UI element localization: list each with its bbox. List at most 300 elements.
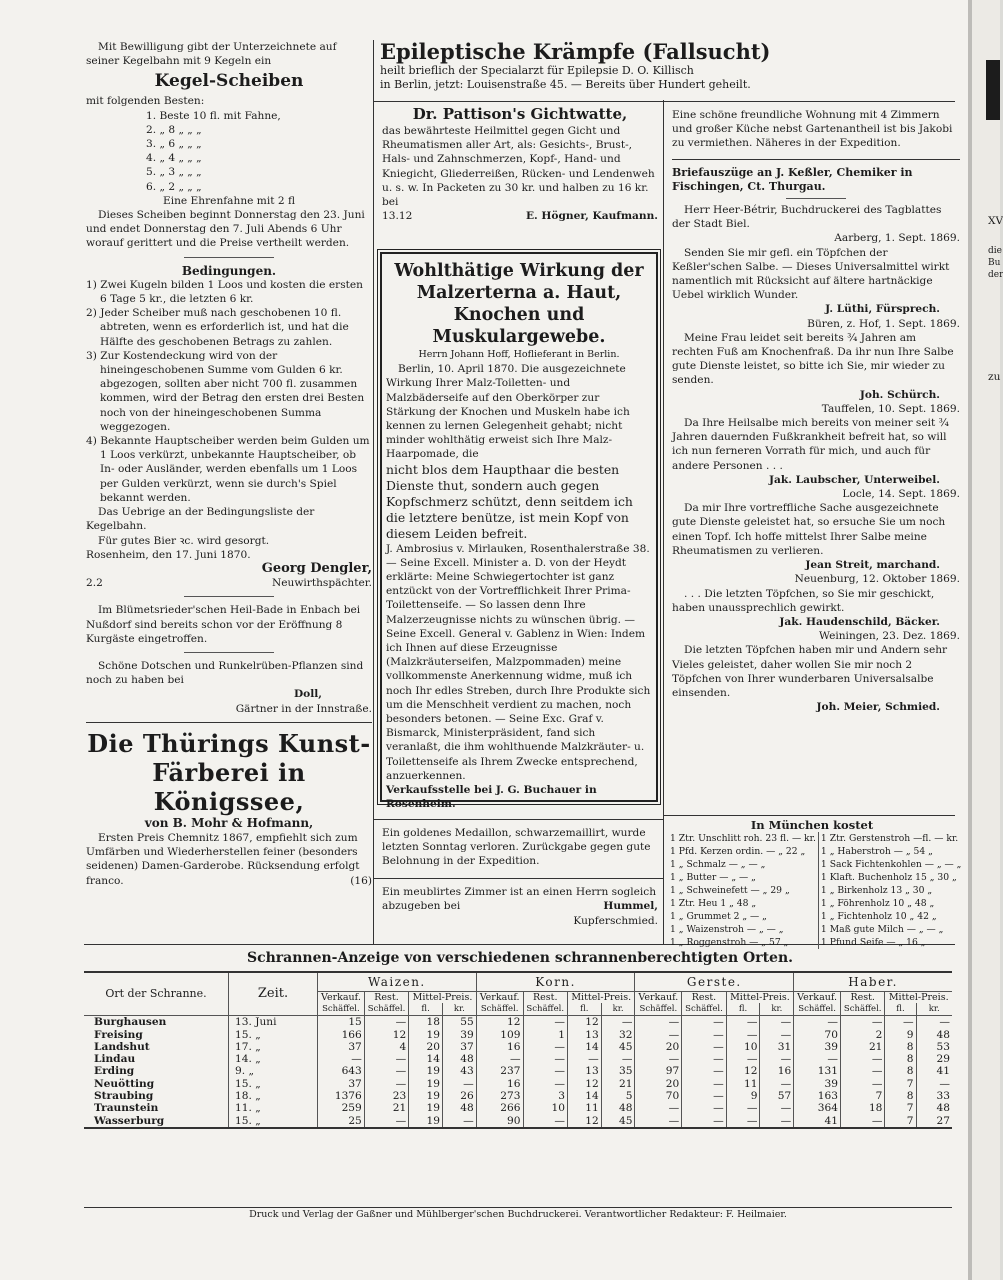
table-cell: — (841, 1115, 885, 1127)
price-cell: 1 „ Schmalz — „ — „ (670, 859, 766, 871)
unit-header: Schäffel. (841, 1003, 885, 1016)
table-cell: 53 (916, 1041, 952, 1053)
price-cell: 1 „ Roggenstroh — „ 57 „ (670, 937, 789, 949)
grain-market (84, 948, 956, 968)
table-cell: 9 (885, 1029, 916, 1041)
price-cell: 1 „ Schweinefett — „ 29 „ (670, 885, 790, 897)
table-cell: — (364, 1115, 408, 1127)
table-cell: — (442, 1078, 476, 1090)
table-cell: — (523, 1053, 567, 1065)
table-cell: — (841, 1065, 885, 1077)
table-cell: 3 (523, 1090, 567, 1102)
plants-notice: Schöne Dotschen und Runkelrüben-Pflanzen sind noch zu haben bei (86, 659, 364, 687)
sub-header: Rest. (841, 992, 885, 1004)
table-cell: 12 (567, 1078, 601, 1090)
sub-header: Verkauf. (794, 992, 841, 1004)
dye-ref: (16) (350, 874, 372, 887)
table-cell: 43 (442, 1065, 476, 1077)
price-cell: 1 Maß gute Milch — „ — „ (818, 923, 963, 936)
table-cell: 37 (442, 1041, 476, 1053)
table-cell: 19 (409, 1065, 443, 1077)
letter-place-date: Tauffelen, 10. Sept. 1869. (821, 402, 960, 415)
table-cell: 643 (318, 1065, 365, 1077)
unit-header: Schäffel. (523, 1003, 567, 1016)
table-cell: — (601, 1053, 635, 1065)
beer-note: Für gutes Bier ꝛc. wird gesorgt. (98, 534, 270, 547)
table-cell: 39 (794, 1041, 841, 1053)
table-cell: 2 (841, 1029, 885, 1041)
table-cell: 14 (567, 1041, 601, 1053)
next-page-edge (972, 0, 1003, 1280)
price-cell: 1 „ Grummet 2 „ — „ (670, 911, 767, 923)
letter-signer: Jak. Laubscher, Unterweibel. (769, 473, 940, 486)
dye-title-2: Färberei in Königssee, (152, 757, 306, 816)
malz-testimonials: J. Ambrosius v. Mirlauken, Rosenthalerstraße 38. — Seine Excell. Minister a. D. von der Heydt erklärte: Meine Schwiegertochter ist ganz entzückt von der Vortrefflichkeit Ihrer Prima-Toilettenseife. — So lassen denn Ihre Malzerzeugnisse nichts zu wünschen übrig. — Seine Excell. General v. Gablenz in Wien: Indem ich Ihnen auf diese Erzeugnisse (Malzkräuterseifen, Malzpommaden) meine vollkommenste Anerkennung widme, muß ich noch Ihr edles Streben, durch Ihre Produkte sich um die Menschheit verdient zu machen, noch besonders betonen. — Seine Exc. Graf v. Bismarck, Ministerpräsident, fand sich veranlaßt, die ihm wohlthuende Malzkräuter- u. Toilettenseife als Ihrem Zwecke entsprechend, anzuerkennen. (386, 542, 651, 782)
market-town: Landshut (94, 1040, 150, 1053)
table-cell: — (760, 1102, 794, 1114)
market-town: Traunstein (94, 1102, 159, 1115)
letter-place-date: Büren, z. Hof, 1. Sept. 1869. (807, 317, 960, 330)
table-cell: — (682, 1053, 726, 1065)
table-cell: 19 (409, 1115, 443, 1127)
table-cell: — (760, 1078, 794, 1090)
kegel-text: Dieses Scheiben beginnt Donnerstag den 23. Juni und endet Donnerstag den 7. Juli Abends 6 Uhr worauf gerittert und die Preise vertheilt werden. (86, 209, 365, 250)
table-cell: — (841, 1053, 885, 1065)
table-cell: 45 (601, 1041, 635, 1053)
table-cell: 19 (409, 1078, 443, 1090)
edge-text: der (988, 270, 1003, 280)
pattison-title: Dr. Pattison's Gichtwatte, (412, 105, 628, 123)
table-cell: — (760, 1029, 794, 1041)
table-cell: 16 (476, 1078, 523, 1090)
letter-place-date: Weiningen, 23. Dez. 1869. (819, 630, 960, 643)
table-cell: — (726, 1029, 760, 1041)
table-cell: 37 (318, 1041, 365, 1053)
epilepsy-line: heilt brieflich der Specialarzt für Epilepsie D. O. Killisch (380, 64, 694, 77)
table-cell: 4 (364, 1041, 408, 1053)
price-cell: 1 „ Birkenholz 13 „ 30 „ (818, 884, 963, 897)
table-cell: 39 (794, 1078, 841, 1090)
table-cell: — (916, 1016, 952, 1029)
table-cell: — (682, 1065, 726, 1077)
price-cell: 1 „ Waizenstroh — „ — „ (670, 924, 784, 936)
letter-signer: Joh. Meier, Schmied. (816, 701, 940, 714)
divider (184, 257, 274, 258)
table-cell: — (364, 1053, 408, 1065)
market-town: Wasserburg (94, 1114, 165, 1127)
sub-header: Mittel-Preis. (567, 992, 635, 1004)
letter-place-date: Neuenburg, 12. Oktober 1869. (794, 573, 960, 586)
table-cell: 7 (885, 1078, 916, 1090)
table-cell: 131 (794, 1065, 841, 1077)
table-cell: 21 (364, 1102, 408, 1114)
letter-item (672, 629, 960, 714)
table-cell: 15 (318, 1016, 365, 1029)
letter-item (672, 487, 960, 572)
table-cell: — (682, 1029, 726, 1041)
place-date: Rosenheim, den 17. Juni 1870. (86, 548, 251, 561)
price-cell: 1 Klaft. Buchenholz 15 „ 30 „ (818, 871, 963, 884)
prize-item: 6. „ 2 „ „ „ (146, 180, 202, 193)
dye-owner: von B. Mohr & Hofmann, (144, 815, 314, 830)
divider (672, 159, 960, 160)
price-cell: 1 „ Haberstroh — „ 54 „ (818, 845, 963, 858)
table-cell: — (523, 1041, 567, 1053)
price-row (668, 923, 963, 936)
price-row (668, 884, 963, 897)
market-town: Straubing (94, 1090, 154, 1103)
table-cell: — (726, 1016, 760, 1029)
table-cell: — (682, 1078, 726, 1090)
table-cell: 45 (601, 1115, 635, 1127)
price-row (668, 858, 963, 871)
table-cell: 21 (601, 1078, 635, 1090)
dye-text: Ersten Preis Chemnitz 1867, empfiehlt sich zum Umfärben und Wiederherstellen feiner (besonders seidenen) Damen-Garderobe. Rücksendung erfolgt franco. (86, 831, 360, 887)
header-rule (373, 101, 955, 102)
ad-ref: 2.2 (86, 577, 103, 590)
table-cell: — (726, 1115, 760, 1127)
table-cell: 364 (794, 1102, 841, 1114)
sub-header: Verkauf. (635, 992, 682, 1004)
sub-header: Mittel-Preis. (885, 992, 952, 1004)
table-cell: 7 (885, 1115, 916, 1127)
table-cell: 70 (794, 1029, 841, 1041)
table-cell: 90 (476, 1115, 523, 1127)
unit-header: kr. (601, 1003, 635, 1016)
medallion-text: Ein goldenes Medaillon, schwarzemaillirt, wurde letzten Sonntag verloren. Zurückgabe gegen gute Belohnung in der Expedition. (382, 827, 651, 868)
table-cell: — (364, 1065, 408, 1077)
condition-item: 2) Jeder Scheiber muß nach geschobenen 10 fl. abtreten, wenn es erforderlich ist, und hat die Hälfte des geschobenen Betrags zu zahlen. (86, 307, 349, 348)
room-signer-title: Kupferschmied. (573, 914, 658, 927)
table-cell: 35 (601, 1065, 635, 1077)
letters-title: Briefauszüge an J. Keßler, Chemiker in Fischingen, Ct. Thurgau. (672, 165, 913, 193)
table-cell: 16 (760, 1065, 794, 1077)
price-row (668, 897, 963, 910)
edge-text: Bu (988, 258, 1001, 268)
letter-text: Senden Sie mir gefl. ein Töpfchen der Keßler'schen Salbe. — Dieses Universalmittel wirkt namentlich mit Rücksicht auf ältere hartnäckige Uebel wirklich Wunder. (672, 246, 950, 302)
table-cell: — (635, 1029, 682, 1041)
prize-item: 1. Beste 10 fl. mit Fahne, (146, 109, 281, 122)
table-cell: 57 (760, 1090, 794, 1102)
table-cell: 70 (635, 1090, 682, 1102)
col-ort: Ort der Schranne. (105, 987, 207, 1001)
ad-ref: 13.12 (382, 210, 413, 223)
grain-header: Korn. (476, 973, 635, 992)
letter-text: Da mir Ihre vortreffliche Sache ausgezeichnete gute Dienste geleistet hat, so ersuche Sie um noch einen Topf. Ich hoffe mittelst Ihrer Salbe meine Rheumatismen zu verlieren. (672, 502, 946, 557)
table-cell: 25 (318, 1115, 365, 1127)
divider (86, 722, 372, 723)
epilepsy-ad (380, 40, 950, 92)
column-left (86, 40, 372, 888)
table-cell: 109 (476, 1029, 523, 1041)
table-cell: 12 (567, 1016, 601, 1029)
letter-text: . . . Die letzten Töpfchen, so Sie mir geschickt, haben unaussprechlich gewirkt. (672, 587, 935, 614)
malz-text: Berlin, 10. April 1870. Die ausgezeichnete Wirkung Ihrer Malz-Toiletten- und Malzbäderseife auf den Oberkörper zur Stärkung der Knochen und Muskeln habe ich kennen zu lernen Gelegenheit gehabt; nicht minder wohlthätig erweist sich Ihre Malz-Haarpomade, die (386, 363, 630, 461)
table-row (84, 1053, 952, 1065)
munich-title: In München kostet (750, 818, 874, 832)
table-row (84, 1065, 952, 1077)
prize-item: 3. „ 6 „ „ „ (146, 138, 202, 151)
table-cell: — (635, 1053, 682, 1065)
market-town: Burghausen (94, 1016, 167, 1029)
letter-signer: J. Lüthi, Fürsprech. (825, 303, 940, 316)
table-cell: 48 (442, 1102, 476, 1114)
signer-line (86, 576, 372, 590)
table-row (84, 1078, 952, 1090)
table-cell: — (682, 1115, 726, 1127)
table-cell: — (794, 1053, 841, 1065)
column-rule (373, 40, 374, 945)
table-cell: 13 (567, 1065, 601, 1077)
unit-header: fl. (567, 1003, 601, 1016)
sub-header: Mittel-Preis. (726, 992, 794, 1004)
unit-header: Schäffel. (682, 1003, 726, 1016)
table-cell: — (567, 1053, 601, 1065)
letter-text: Meine Frau leidet seit bereits ¾ Jahren am rechten Fuß am Knochenfraß. Da ihr nun Ihre Salbe gute Dienste leistet, so bitte ich Sie, mir wieder zu senden. (672, 331, 954, 387)
edge-text: die (988, 246, 1002, 256)
market-date: 17. „ (229, 1041, 318, 1053)
condition-item: 3) Zur Kostendeckung wird von der hineingeschobenen Summe vom Gulden 6 kr. abgezogen, sollten aber nicht 700 fl. zusammen kommen, wird der Betrag den ersten drei Besten noch von der hineingeschobenen Summa weggezogen. (86, 349, 365, 433)
table-cell: — (523, 1016, 567, 1029)
letter-place-date: Aarberg, 1. Sept. 1869. (834, 232, 960, 245)
table-cell: 11 (567, 1102, 601, 1114)
table-cell: 41 (916, 1065, 952, 1077)
gardener-title: Gärtner in der Innstraße. (235, 702, 372, 715)
divider (373, 819, 663, 820)
unit-header: kr. (760, 1003, 794, 1016)
column-middle (382, 104, 658, 223)
table-cell: 19 (409, 1090, 443, 1102)
table-cell: 18 (409, 1016, 443, 1029)
sub-header: Rest. (523, 992, 567, 1004)
table-cell: 39 (442, 1029, 476, 1041)
price-cell: 1 Pfund Seife — „ 16 „ (818, 936, 963, 949)
room-signer: Hummel, (603, 900, 658, 913)
table-cell: 19 (409, 1102, 443, 1114)
table-row (84, 1016, 952, 1029)
sub-header: Rest. (682, 992, 726, 1004)
table-cell: 18 (841, 1102, 885, 1114)
table-cell: 8 (885, 1065, 916, 1077)
grain-table (84, 973, 952, 1127)
malz-title: Wohlthätige Wirkung der Malzerterna a. Haut, Knochen und Muskulargewebe. (394, 261, 644, 347)
letter-signer: Jean Streit, marchand. (805, 559, 940, 572)
letter-item (672, 572, 960, 629)
unit-header: Schäffel. (794, 1003, 841, 1016)
table-cell: 9 (726, 1090, 760, 1102)
table-cell: 1 (523, 1029, 567, 1041)
epilepsy-line: in Berlin, jetzt: Louisenstraße 45. — Bereits über Hundert geheilt. (380, 78, 751, 92)
kegel-intro: Mit Bewilligung gibt der Unterzeichnete auf seiner Kegelbahn mit 9 Kegeln ein (86, 41, 337, 68)
conditions-title: Bedingungen. (181, 263, 277, 278)
dye-title: Die Thürings Kunst- (87, 728, 371, 758)
table-cell: — (523, 1065, 567, 1077)
table-cell: — (760, 1016, 794, 1029)
table-cell: — (682, 1102, 726, 1114)
pattison-text: das bewährteste Heilmittel gegen Gicht und Rheumatismen aller Art, als: Gesichts-, Brust-, Hals- und Zahnschmerzen, Kopf-, Hand- und Kniegicht, Gliederreißen, Rücken- und Lendenweh u. s. w. In Packeten zu 30 kr. und halben zu 16 kr. bei (382, 125, 655, 209)
letter-signer: Joh. Schürch. (859, 388, 940, 401)
table-cell: 7 (885, 1102, 916, 1114)
table-cell: — (442, 1115, 476, 1127)
room-notice (382, 885, 658, 928)
table-cell: — (726, 1053, 760, 1065)
gardener-name: Doll, (294, 688, 322, 701)
table-cell: 10 (726, 1041, 760, 1053)
market-date: 9. „ (229, 1065, 318, 1077)
market-date: 15. „ (229, 1078, 318, 1090)
column-right (672, 108, 960, 714)
table-cell: 166 (318, 1029, 365, 1041)
table-cell: 21 (841, 1041, 885, 1053)
prize-item: 2. „ 8 „ „ „ (146, 123, 202, 136)
table-cell: 48 (916, 1029, 952, 1041)
table-cell: 12 (726, 1065, 760, 1077)
remaining-note: Das Uebrige an der Bedingungsliste der Kegelbahn. (86, 506, 315, 533)
table-cell: — (476, 1053, 523, 1065)
letter-addressee: Herr Heer-Bétrir, Buchdruckerei des Tagblattes der Stadt Biel. (672, 204, 942, 231)
grain-table-wrap (84, 971, 952, 1129)
letter-place-date: Locle, 14. Sept. 1869. (842, 488, 960, 501)
table-cell: — (635, 1115, 682, 1127)
letters-list (672, 203, 960, 714)
table-cell: 23 (364, 1090, 408, 1102)
table-cell: 16 (476, 1041, 523, 1053)
table-cell: 26 (442, 1090, 476, 1102)
table-cell: — (760, 1053, 794, 1065)
table-cell: — (364, 1016, 408, 1029)
market-date: 13. Juni (229, 1016, 318, 1029)
market-date: 18. „ (229, 1090, 318, 1102)
sub-header: Rest. (364, 992, 408, 1004)
kegel-title: Kegel-Scheiben (154, 71, 304, 92)
table-cell: 10 (523, 1102, 567, 1114)
table-cell: — (682, 1090, 726, 1102)
table-cell: — (682, 1016, 726, 1029)
table-cell: 237 (476, 1065, 523, 1077)
table-cell: 13 (567, 1029, 601, 1041)
table-cell: 48 (442, 1053, 476, 1065)
table-cell: 8 (885, 1041, 916, 1053)
letter-item (672, 402, 960, 487)
table-row (84, 1090, 952, 1102)
unit-header: Schäffel. (635, 1003, 682, 1016)
table-cell: 8 (885, 1090, 916, 1102)
table-cell: 19 (409, 1029, 443, 1041)
sub-header: Mittel-Preis. (409, 992, 477, 1004)
table-cell: 20 (635, 1041, 682, 1053)
divider (786, 198, 846, 199)
unit-header: kr. (442, 1003, 476, 1016)
market-town: Lindau (94, 1053, 136, 1066)
unit-header: Schäffel. (318, 1003, 365, 1016)
price-row (668, 832, 963, 845)
table-cell: 32 (601, 1029, 635, 1041)
divider (184, 652, 274, 653)
munich-price-table (668, 832, 963, 949)
grain-header: Haber. (794, 973, 952, 992)
table-cell: — (318, 1053, 365, 1065)
epilepsy-title: Epileptische Krämpfe (Fallsucht) (380, 39, 771, 64)
market-town: Neuötting (94, 1077, 155, 1090)
table-cell: — (523, 1115, 567, 1127)
table-cell: 41 (794, 1115, 841, 1127)
table-cell: 33 (916, 1090, 952, 1102)
column-rule (663, 100, 664, 945)
divider (663, 815, 955, 816)
table-cell: — (726, 1102, 760, 1114)
table-cell: — (635, 1016, 682, 1029)
price-cell: 1 Ztr. Unschlitt roh. 23 fl. — kr. (670, 833, 816, 845)
unit-header: fl. (726, 1003, 760, 1016)
price-row (668, 871, 963, 884)
price-cell: 1 „ Butter — „ — „ (670, 872, 756, 884)
signer-title: Neuwirthspächter. (271, 577, 372, 590)
table-cell: — (364, 1078, 408, 1090)
prize-item: 4. „ 4 „ „ „ (146, 152, 202, 165)
market-town: Freising (94, 1028, 143, 1041)
imprint: Druck und Verlag der Gaßner und Mühlberger'schen Buchdruckerei. Verantwortlicher Redakteur: F. Heilmaier. (249, 1209, 787, 1220)
table-cell: 14 (567, 1090, 601, 1102)
sub-header: Verkauf. (476, 992, 523, 1004)
table-cell: 14 (409, 1053, 443, 1065)
table-cell: — (523, 1078, 567, 1090)
table-cell: — (635, 1102, 682, 1114)
table-cell: 20 (635, 1078, 682, 1090)
edge-text: XV (988, 215, 1003, 227)
table-cell: 29 (916, 1053, 952, 1065)
unit-header: fl. (885, 1003, 916, 1016)
price-cell: 1 Sack Fichtenkohlen — „ — „ (818, 858, 963, 871)
table-cell: — (841, 1078, 885, 1090)
table-cell: 163 (794, 1090, 841, 1102)
table-cell: 12 (567, 1115, 601, 1127)
divider (184, 596, 274, 597)
table-cell: 55 (442, 1016, 476, 1029)
condition-item: 4) Bekannte Hauptscheiber werden beim Gulden um 1 Loos verkürzt, unbekannte Hauptscheiber, ob In- oder Ausländer, werden ebenfalls um 1 Loos per Gulden verkürzt, wenn sie durch's Spiel bekannt werden. (86, 435, 370, 504)
condition-item: 1) Zwei Kugeln bilden 1 Loos und kosten die ersten 6 Tage 5 kr., die letzten 6 kr. (86, 278, 363, 306)
letter-signer: Jak. Haudenschild, Bäcker. (779, 615, 940, 628)
table-cell: 20 (409, 1041, 443, 1053)
apartment-notice: Eine schöne freundliche Wohnung mit 4 Zimmern und großer Küche nebst Gartenantheil ist bis Jakobi zu vermiethen. Näheres in der Expedition. (672, 109, 953, 150)
market-date: 14. „ (229, 1053, 318, 1065)
unit-header: Schäffel. (364, 1003, 408, 1016)
table-cell: 273 (476, 1090, 523, 1102)
price-row (668, 910, 963, 923)
table-cell: 11 (726, 1078, 760, 1090)
malz-highlight: nicht blos dem Haupthaar die besten Dienste thut, sondern auch gegen Kopfschmerz schützt, denn seitdem ich die letztere benütze, ist mein Kopf von diesem Leiden befreit. (386, 461, 633, 541)
table-cell: 37 (318, 1078, 365, 1090)
table-cell: 1376 (318, 1090, 365, 1102)
table-cell: — (885, 1016, 916, 1029)
room-text: Ein meublirtes Zimmer ist an einen Herrn sogleich abzugeben bei (382, 886, 657, 913)
malz-ad (386, 260, 652, 811)
malz-sale-point: Verkaufsstelle bei J. G. Buchauer in Rosenheim. (386, 784, 597, 811)
unit-header: Schäffel. (476, 1003, 523, 1016)
table-cell: 27 (916, 1115, 952, 1127)
table-cell: 12 (476, 1016, 523, 1029)
table-cell: — (916, 1078, 952, 1090)
munich-prices (668, 818, 962, 949)
grain-market-title: Schrannen-Anzeige von verschiedenen schrannenberechtigten Orten. (246, 950, 794, 966)
price-cell: 1 Pfd. Kerzen ordin. — „ 22 „ (670, 846, 806, 858)
table-cell: 8 (885, 1053, 916, 1065)
letter-item (672, 317, 960, 402)
table-cell: 48 (916, 1102, 952, 1114)
grain-header: Waizen. (318, 973, 477, 992)
fahne: Eine Ehrenfahne mit 2 fl (162, 194, 296, 207)
medallion-notice (382, 826, 658, 869)
price-cell: 1 „ Fichtenholz 10 „ 42 „ (818, 910, 963, 923)
